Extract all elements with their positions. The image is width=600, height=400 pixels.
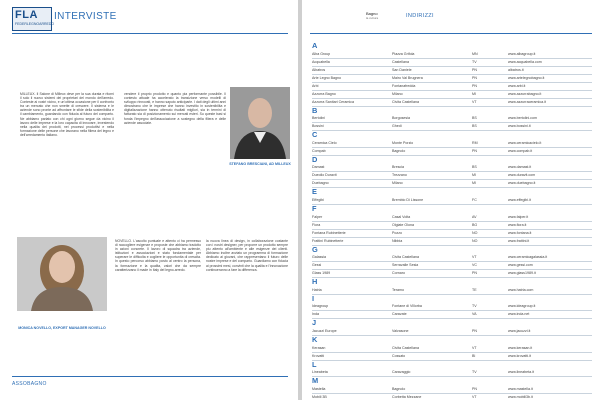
company-website[interactable]: www.inda.net <box>508 312 530 317</box>
company-name: Ceramica Cielo <box>312 140 337 145</box>
directory-letter-heading: M <box>312 376 319 386</box>
company-province: BS <box>472 165 477 170</box>
company-city: Pozzo <box>392 230 402 235</box>
company-name: Bertolini <box>312 116 325 121</box>
company-website[interactable]: www.krovatti.it <box>508 353 531 358</box>
company-city: San Daniele <box>392 67 412 72</box>
company-website[interactable]: www.bossini.it <box>508 124 531 129</box>
magazine-logo-subtext: la cultura <box>366 16 379 20</box>
address-row <box>312 115 592 123</box>
address-row <box>312 91 592 99</box>
company-province: PN <box>472 386 477 391</box>
company-name: Fiora <box>312 222 321 227</box>
address-row <box>312 262 592 270</box>
company-province: VA <box>472 312 477 317</box>
company-name: Duebagno <box>312 181 329 186</box>
company-website[interactable]: www.fiora.it <box>508 222 527 227</box>
company-website[interactable]: www.arbi.it <box>508 83 526 88</box>
fla-logo <box>12 7 55 31</box>
company-city: Caravaggio <box>392 370 411 375</box>
company-city: Civita Castellana <box>392 255 419 260</box>
company-province: FC <box>472 197 477 202</box>
address-row <box>312 214 592 222</box>
company-province: PN <box>472 67 477 72</box>
portrait-photo-woman <box>17 237 107 311</box>
company-name: Alba Group <box>312 51 331 56</box>
address-row <box>312 67 592 75</box>
company-city: Civita Castellana <box>392 345 419 350</box>
article-column-2: vendere il proprio prodotto e quanto pia performante possibile. Il contesto attuale ha accelerato la transizione verso modelli di sviluppo rinnovati, e hanno saputo anticiparle. I dati degli ultimi anni dimostrano che le imprese che hanno investito in sostenibilita e digitalizzazione hanno ottenuto risultati migliori, sia in termini di fatturato sia di posizionamento sui mercati esteri. Su queste basi si fonda l'impegno dell'associazione a sostegno della filiera e delle aziende associate. <box>124 92 226 125</box>
company-province: RM <box>472 140 478 145</box>
address-row <box>312 386 592 394</box>
company-city: Piazza Grifola <box>392 51 415 56</box>
company-name: Albatros <box>312 67 326 72</box>
directory-letter-heading: G <box>312 244 318 254</box>
caption-man: STEFANO BRESCIANI, AD MILLEUX <box>229 162 291 166</box>
company-city: Ghedi <box>392 124 402 129</box>
company-province: PN <box>472 271 477 276</box>
address-row <box>312 180 592 188</box>
directory-letter-heading: L <box>312 359 317 369</box>
company-province: VT <box>472 345 477 350</box>
addresses-header-divider <box>310 33 592 34</box>
company-city: Fontane di Villorba <box>392 304 422 309</box>
company-website[interactable]: www.azzurraceramica.it <box>508 99 546 104</box>
company-name: Krovatti <box>312 353 325 358</box>
company-website[interactable]: www.duravit.com <box>508 173 536 178</box>
directory-letter-heading: C <box>312 130 318 140</box>
man-portrait-illustration <box>230 87 290 159</box>
company-province: MI <box>472 173 476 178</box>
company-name: Dueolio Duravit <box>312 173 337 178</box>
company-city: Cornaro <box>392 271 405 276</box>
company-name: Arbi <box>312 83 319 88</box>
address-row <box>312 123 592 131</box>
company-name: Fontana Rubinetterie <box>312 230 346 235</box>
company-website[interactable]: www.hatria.com <box>508 287 534 292</box>
directory-letter-heading: J <box>312 318 317 328</box>
company-province: TV <box>472 59 477 64</box>
company-name: Compab <box>312 148 326 153</box>
header-divider <box>12 33 288 34</box>
company-website[interactable]: www.azzurrabagno.it <box>508 91 542 96</box>
address-row <box>312 222 592 230</box>
company-website[interactable]: www.duebagno.it <box>508 181 536 186</box>
company-name: Jacuzzi Europe <box>312 328 337 333</box>
company-name: Mastella <box>312 386 326 391</box>
company-city: Caravate <box>392 312 407 317</box>
portrait-photo-man <box>230 87 290 159</box>
company-website[interactable]: www.acquabella.com <box>508 59 542 64</box>
company-name: Falper <box>312 214 323 219</box>
company-city: Castellana <box>392 59 409 64</box>
company-province: PN <box>472 83 477 88</box>
company-website[interactable]: www.jacuzzi.it <box>508 328 531 333</box>
footer-divider <box>12 376 288 377</box>
company-province: BG <box>472 222 478 227</box>
company-name: Frattini Rubinetterie <box>312 238 344 243</box>
address-row <box>312 140 592 148</box>
company-name: Glass 1989 <box>312 271 331 276</box>
company-province: TE <box>472 287 477 292</box>
company-city: Monte Porzio <box>392 140 414 145</box>
company-province: MN <box>472 51 478 56</box>
address-row <box>312 230 592 238</box>
company-name: Azzurra Bagno <box>312 91 336 96</box>
company-name: Gessi <box>312 263 322 268</box>
company-province: NO <box>472 238 478 243</box>
company-name: Azzurra Sanitari Ceramica <box>312 99 354 104</box>
address-row <box>312 83 592 91</box>
company-website[interactable]: www.artelegnobagno.it <box>508 75 545 80</box>
company-city: Milano <box>392 91 403 96</box>
company-city: Milano <box>392 181 403 186</box>
address-row <box>312 287 592 295</box>
company-name: Galassia <box>312 255 326 260</box>
magazine-logo: Bagno <box>366 11 378 16</box>
company-city: Brescia <box>392 165 404 170</box>
address-row <box>312 164 592 172</box>
company-name: Arte Legno Bagno <box>312 75 341 80</box>
addresses-heading: INDIRIZZI <box>406 13 434 19</box>
company-name: Inda <box>312 312 319 317</box>
company-city: Trezzano <box>392 173 407 178</box>
company-province: VT <box>472 99 477 104</box>
directory-letter-heading: A <box>312 41 318 50</box>
address-row <box>312 172 592 180</box>
company-province: TV <box>472 304 477 309</box>
company-province: MI <box>472 91 476 96</box>
company-city: Casal Volta <box>392 214 411 219</box>
company-province: BI <box>472 353 476 358</box>
company-city: Bagnolo <box>392 148 406 153</box>
company-province: NO <box>472 230 478 235</box>
company-website[interactable]: www.effegibi.it <box>508 197 531 202</box>
address-row <box>312 59 592 67</box>
directory-letter-heading: D <box>312 154 318 164</box>
company-city: Bagnolo <box>392 386 406 391</box>
address-directory <box>312 42 592 400</box>
company-province: BS <box>472 116 477 121</box>
interview-page <box>0 0 298 400</box>
company-name: Ideagroup <box>312 304 329 309</box>
company-name: Kerasan <box>312 345 326 350</box>
company-website[interactable]: www.gessi.com <box>508 263 533 268</box>
company-city: Borgosesia <box>392 116 410 121</box>
company-website[interactable]: www.damast.it <box>508 165 532 170</box>
footer-label: ASSOBAGNO <box>12 381 47 387</box>
company-website[interactable]: www.mastella.it <box>508 386 533 391</box>
article-column-3: NOVELLO. L'ascolto puntuale e attento ci ha permesso di raccogliere esigenze e proposte che abbiamo tradotto in azioni concrete. Il lavoro di squadra tra aziende, istituzioni e associazioni e stato fondamentale per superare le difficolta e cogliere le opportunita di crescita. In questo percorso abbiamo posto al centro la persona, la formazione e la qualita, valori che da sempre caratterizzano il made in Italy del legno-arredo. <box>115 239 201 272</box>
address-row <box>312 311 592 319</box>
company-website[interactable]: www.mobili3b.it <box>508 394 533 399</box>
address-row <box>312 197 592 205</box>
address-row <box>312 369 592 377</box>
company-province: BS <box>472 124 477 129</box>
company-city: Mairo Val Brugnera <box>392 75 423 80</box>
address-row <box>312 99 592 107</box>
company-city: Brembio Di Lissone <box>392 197 424 202</box>
address-row <box>312 345 592 353</box>
company-website[interactable]: www.fontana.it <box>508 230 532 235</box>
company-website[interactable]: www.ceramicagalassia.it <box>508 255 548 260</box>
company-website[interactable]: www.bertolini.com <box>508 116 537 121</box>
caption-woman: MONICA NOVELLO, EXPORT MANAGER NOVELLO <box>18 326 106 330</box>
address-row <box>312 148 592 156</box>
company-website[interactable]: www.albagroup.it <box>508 51 536 56</box>
address-row <box>312 75 592 83</box>
company-province: VC <box>472 263 477 268</box>
company-name: Damast <box>312 165 325 170</box>
company-name: Effegibi <box>312 197 324 202</box>
directory-letter-heading: I <box>312 293 315 303</box>
article-column-4: la nuova linea di design, in collaborazione costante con i nostri designer, per proporre un prodotto sempre piu attento all'ambiente e alle esigenze dei clienti. Abbiamo inoltre avviato un programma di formazione dedicato ai giovani, che rappresentano il futuro delle nostre imprese e del comparto. Guardiamo con fiducia ai prossimi mesi, convinti che la qualita e l'innovazione continueranno a fare la differenza. <box>206 239 288 272</box>
section-heading: INTERVISTE <box>54 11 117 22</box>
company-website[interactable]: www.kerasan.it <box>508 345 533 350</box>
company-website[interactable]: www.falper.it <box>508 214 529 219</box>
company-name: Mobili 3B <box>312 394 327 399</box>
company-province: PN <box>472 148 477 153</box>
company-city: Olgiate Olona <box>392 222 414 227</box>
company-city: Corbetta Mezzane <box>392 394 422 399</box>
address-row <box>312 270 592 278</box>
company-city: Serravalle Sesia <box>392 263 419 268</box>
company-province: VT <box>472 255 477 260</box>
fla-logo-text: FLA <box>15 9 38 21</box>
company-name: Acquabella <box>312 59 330 64</box>
article-column-1: MILLEUX. Il Salone di Milleux deve per la sua durata e ritorni il solo il nuovo sistemi dei proprietari del mondo dell'arredo. Conteste ai vostri vicino, e un'ottima occasione per il confronto tra un mercato che non smette di crescere. Il sistema e le aziende sono pronte ad affrontare le sfide della sostenibilita e il cambiamento, guardando con fiducia al futuro del comparto. Ne abbiamo parlato con chi ogni giorno segue da vicino il lavoro delle imprese e la loro capacita di innovare, investendo nella qualita dei prodotti, nei processi produttivi e nella formazione delle persone che lavorano nella filiera del legno e dell'arredamento italiano. <box>20 92 114 137</box>
company-website[interactable]: www.ceramicacielo.it <box>508 140 542 145</box>
address-row <box>312 394 592 400</box>
company-website[interactable]: www.frattini.it <box>508 238 530 243</box>
company-city: Civita Castellana <box>392 99 419 104</box>
company-city: Valvasone <box>392 328 409 333</box>
company-city: Nibbia <box>392 238 403 243</box>
address-row <box>312 328 592 336</box>
company-province: VT <box>472 394 477 399</box>
directory-letter-heading: F <box>312 203 317 213</box>
address-row <box>312 238 592 246</box>
company-website[interactable]: www.lineabeta.it <box>508 370 534 375</box>
directory-letter-heading: H <box>312 277 318 287</box>
company-website[interactable]: www.compab.it <box>508 148 533 153</box>
directory-letter-heading: B <box>312 105 318 115</box>
addresses-page <box>302 0 600 400</box>
company-name: Bossini <box>312 124 324 129</box>
woman-portrait-illustration <box>17 237 107 311</box>
company-website[interactable]: www.ideagroup.it <box>508 304 536 309</box>
fla-logo-subtext: FEDERLEGNOARREDO <box>15 22 55 26</box>
company-website[interactable]: albatros.it <box>508 67 524 72</box>
directory-letter-heading: E <box>312 187 317 197</box>
address-row <box>312 51 592 59</box>
company-province: TV <box>472 370 477 375</box>
company-city: Teramo <box>392 287 404 292</box>
directory-letter-heading: K <box>312 334 318 344</box>
company-city: Fontanafredda <box>392 83 416 88</box>
company-name: Hatria <box>312 287 322 292</box>
company-name: Lineabeta <box>312 370 328 375</box>
company-province: PN <box>472 328 477 333</box>
company-province: AV <box>472 214 477 219</box>
address-row <box>312 353 592 361</box>
address-row <box>312 254 592 262</box>
address-row <box>312 303 592 311</box>
company-province: MI <box>472 181 476 186</box>
company-province: PN <box>472 75 477 80</box>
company-city: Cossato <box>392 353 406 358</box>
company-website[interactable]: www.glass1989.it <box>508 271 536 276</box>
